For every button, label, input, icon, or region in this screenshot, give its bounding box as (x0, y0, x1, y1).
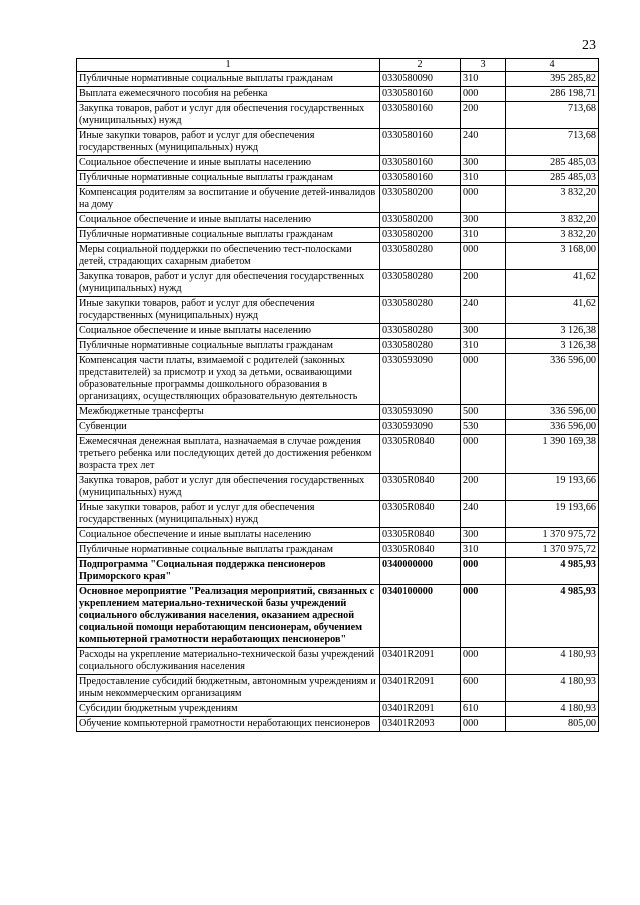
row-kind-cell: 240 (461, 129, 506, 156)
table-row (77, 354, 599, 405)
row-name-cell: Иные закупки товаров, работ и услуг для обеспечения государственных (муниципальных) нужд (77, 501, 380, 528)
row-name-cell: Обучение компьютерной грамотности неработающих пенсионеров (77, 717, 380, 732)
row-name-cell: Основное мероприятие "Реализация мероприятий, связанных с укреплением материально-технической базы учреждений социального обслуживания населения, оказанием адресной социальной помощи неработающим пенсионерам, обучением компьютерной грамотности неработающих пенсионеров" (77, 585, 380, 648)
row-code-cell: 0330580200 (380, 228, 461, 243)
row-name-cell: Субвенции (77, 420, 380, 435)
row-name-cell: Иные закупки товаров, работ и услуг для обеспечения государственных (муниципальных) нужд (77, 297, 380, 324)
row-kind-cell: 000 (461, 435, 506, 474)
table-row (77, 72, 599, 87)
row-kind-cell: 500 (461, 405, 506, 420)
row-amount-cell: 3 168,00 (506, 243, 599, 270)
row-kind-cell: 310 (461, 543, 506, 558)
row-code-cell: 0330580160 (380, 171, 461, 186)
table-row (77, 102, 599, 129)
row-amount-cell: 19 193,66 (506, 501, 599, 528)
row-kind-cell: 000 (461, 558, 506, 585)
row-amount-cell: 19 193,66 (506, 474, 599, 501)
row-name-cell: Публичные нормативные социальные выплаты гражданам (77, 228, 380, 243)
row-kind-cell: 000 (461, 648, 506, 675)
row-amount-cell: 3 126,38 (506, 339, 599, 354)
table-row (77, 585, 599, 648)
row-code-cell: 03305R0840 (380, 543, 461, 558)
row-name-cell: Публичные нормативные социальные выплаты гражданам (77, 339, 380, 354)
table-row (77, 87, 599, 102)
table-row (77, 558, 599, 585)
row-amount-cell: 3 832,20 (506, 213, 599, 228)
row-code-cell: 0330580280 (380, 243, 461, 270)
row-kind-cell: 310 (461, 171, 506, 186)
row-amount-cell: 805,00 (506, 717, 599, 732)
table-row (77, 675, 599, 702)
row-code-cell: 0330580280 (380, 324, 461, 339)
row-kind-cell: 000 (461, 186, 506, 213)
row-code-cell: 0330580160 (380, 102, 461, 129)
row-code-cell: 03305R0840 (380, 474, 461, 501)
column-header-code: 2 (380, 59, 461, 72)
row-amount-cell: 3 832,20 (506, 228, 599, 243)
table-row (77, 171, 599, 186)
row-amount-cell: 1 390 169,38 (506, 435, 599, 474)
row-name-cell: Иные закупки товаров, работ и услуг для обеспечения государственных (муниципальных) нужд (77, 129, 380, 156)
row-code-cell: 0330580160 (380, 156, 461, 171)
table-row (77, 186, 599, 213)
column-header-name: 1 (77, 59, 380, 72)
row-kind-cell: 310 (461, 228, 506, 243)
row-code-cell: 03401R2091 (380, 648, 461, 675)
row-name-cell: Выплата ежемесячного пособия на ребенка (77, 87, 380, 102)
table-row (77, 420, 599, 435)
row-amount-cell: 3 832,20 (506, 186, 599, 213)
row-name-cell: Расходы на укрепление материально-технической базы учреждений социального обслуживания населения (77, 648, 380, 675)
row-kind-cell: 600 (461, 675, 506, 702)
table-row (77, 339, 599, 354)
row-code-cell: 03305R0840 (380, 528, 461, 543)
row-code-cell: 0330580280 (380, 339, 461, 354)
table-row (77, 717, 599, 732)
table-row (77, 297, 599, 324)
row-code-cell: 0330593090 (380, 354, 461, 405)
table-row (77, 648, 599, 675)
row-amount-cell: 285 485,03 (506, 171, 599, 186)
row-code-cell: 0330593090 (380, 420, 461, 435)
row-kind-cell: 300 (461, 324, 506, 339)
page-number: 23 (582, 38, 596, 53)
row-amount-cell: 286 198,71 (506, 87, 599, 102)
row-name-cell: Компенсация части платы, взимаемой с родителей (законных представителей) за присмотр и уход за детьми, осваивающими образовательные программы дошкольного образования в организациях, осуществляющих образовательную деятельность (77, 354, 380, 405)
row-code-cell: 0330580200 (380, 186, 461, 213)
row-code-cell: 0330580160 (380, 87, 461, 102)
row-amount-cell: 4 180,93 (506, 702, 599, 717)
table-row (77, 474, 599, 501)
table-row (77, 213, 599, 228)
row-name-cell: Межбюджетные трансферты (77, 405, 380, 420)
table-row (77, 324, 599, 339)
table-row (77, 528, 599, 543)
row-kind-cell: 300 (461, 213, 506, 228)
row-code-cell: 0330580280 (380, 270, 461, 297)
row-name-cell: Ежемесячная денежная выплата, назначаемая в случае рождения третьего ребенка или последующих детей до достижения ребенком возраста трех лет (77, 435, 380, 474)
table-header-row (77, 59, 599, 72)
row-name-cell: Социальное обеспечение и иные выплаты населению (77, 528, 380, 543)
row-amount-cell: 336 596,00 (506, 420, 599, 435)
row-name-cell: Социальное обеспечение и иные выплаты населению (77, 324, 380, 339)
row-kind-cell: 240 (461, 501, 506, 528)
table-row (77, 543, 599, 558)
row-name-cell: Публичные нормативные социальные выплаты гражданам (77, 72, 380, 87)
row-name-cell: Публичные нормативные социальные выплаты гражданам (77, 171, 380, 186)
table-row (77, 270, 599, 297)
column-header-kind: 3 (461, 59, 506, 72)
row-kind-cell: 200 (461, 474, 506, 501)
row-kind-cell: 200 (461, 270, 506, 297)
table-row (77, 156, 599, 171)
row-code-cell: 0330580090 (380, 72, 461, 87)
row-amount-cell: 713,68 (506, 129, 599, 156)
row-kind-cell: 000 (461, 354, 506, 405)
row-code-cell: 03401R2093 (380, 717, 461, 732)
row-name-cell: Социальное обеспечение и иные выплаты населению (77, 213, 380, 228)
table-row (77, 405, 599, 420)
row-name-cell: Компенсация родителям за воспитание и обучение детей-инвалидов на дому (77, 186, 380, 213)
row-amount-cell: 41,62 (506, 270, 599, 297)
row-amount-cell: 4 985,93 (506, 558, 599, 585)
row-kind-cell: 530 (461, 420, 506, 435)
row-amount-cell: 4 985,93 (506, 585, 599, 648)
row-kind-cell: 300 (461, 156, 506, 171)
row-code-cell: 03401R2091 (380, 702, 461, 717)
row-code-cell: 0340000000 (380, 558, 461, 585)
row-kind-cell: 000 (461, 717, 506, 732)
column-header-amount: 4 (506, 59, 599, 72)
row-kind-cell: 610 (461, 702, 506, 717)
row-name-cell: Закупка товаров, работ и услуг для обеспечения государственных (муниципальных) нужд (77, 474, 380, 501)
row-kind-cell: 200 (461, 102, 506, 129)
row-amount-cell: 4 180,93 (506, 648, 599, 675)
row-code-cell: 03305R0840 (380, 435, 461, 474)
row-kind-cell: 300 (461, 528, 506, 543)
row-kind-cell: 310 (461, 339, 506, 354)
row-amount-cell: 713,68 (506, 102, 599, 129)
row-amount-cell: 1 370 975,72 (506, 543, 599, 558)
row-amount-cell: 1 370 975,72 (506, 528, 599, 543)
row-code-cell: 03401R2091 (380, 675, 461, 702)
row-name-cell: Субсидии бюджетным учреждениям (77, 702, 380, 717)
row-name-cell: Предоставление субсидий бюджетным, автономным учреждениям и иным некоммерческим организациям (77, 675, 380, 702)
table-row (77, 129, 599, 156)
row-code-cell: 0330580280 (380, 297, 461, 324)
row-name-cell: Публичные нормативные социальные выплаты гражданам (77, 543, 380, 558)
row-code-cell: 0330580160 (380, 129, 461, 156)
row-name-cell: Меры социальной поддержки по обеспечению тест-полосками детей, страдающих сахарным диабетом (77, 243, 380, 270)
row-amount-cell: 3 126,38 (506, 324, 599, 339)
row-amount-cell: 41,62 (506, 297, 599, 324)
row-amount-cell: 4 180,93 (506, 675, 599, 702)
row-amount-cell: 285 485,03 (506, 156, 599, 171)
table-row (77, 243, 599, 270)
row-amount-cell: 395 285,82 (506, 72, 599, 87)
row-kind-cell: 310 (461, 72, 506, 87)
row-kind-cell: 240 (461, 297, 506, 324)
row-name-cell: Подпрограмма "Социальная поддержка пенсионеров Приморского края" (77, 558, 380, 585)
table-row (77, 501, 599, 528)
row-amount-cell: 336 596,00 (506, 405, 599, 420)
row-code-cell: 0330593090 (380, 405, 461, 420)
row-name-cell: Закупка товаров, работ и услуг для обеспечения государственных (муниципальных) нужд (77, 270, 380, 297)
table-row (77, 228, 599, 243)
row-name-cell: Закупка товаров, работ и услуг для обеспечения государственных (муниципальных) нужд (77, 102, 380, 129)
table-row (77, 435, 599, 474)
budget-table (76, 58, 599, 732)
row-amount-cell: 336 596,00 (506, 354, 599, 405)
row-code-cell: 0340100000 (380, 585, 461, 648)
row-code-cell: 03305R0840 (380, 501, 461, 528)
row-kind-cell: 000 (461, 87, 506, 102)
row-code-cell: 0330580200 (380, 213, 461, 228)
row-kind-cell: 000 (461, 243, 506, 270)
row-name-cell: Социальное обеспечение и иные выплаты населению (77, 156, 380, 171)
row-kind-cell: 000 (461, 585, 506, 648)
table-row (77, 702, 599, 717)
